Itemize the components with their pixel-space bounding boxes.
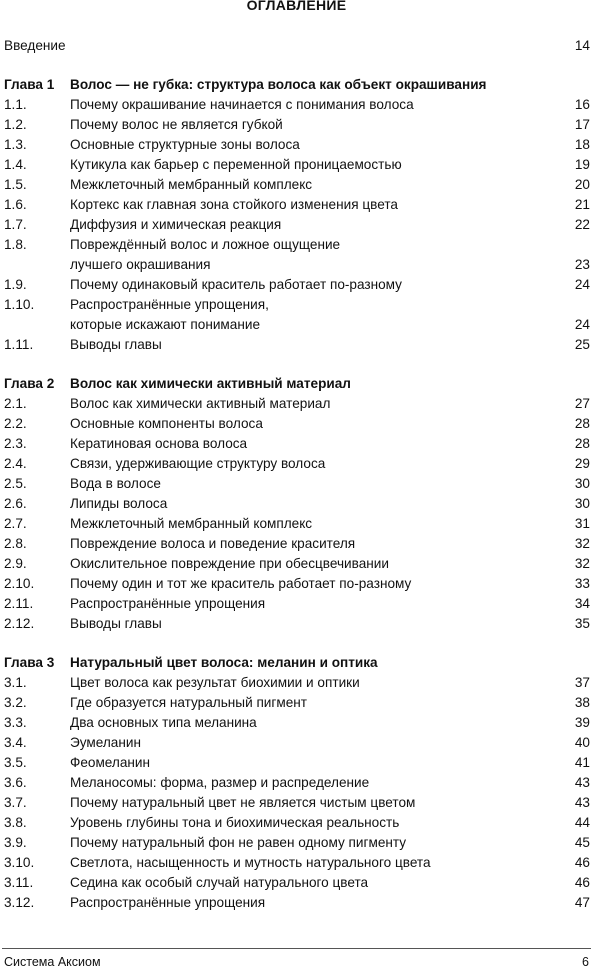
toc-entry-page: 17	[574, 117, 590, 132]
toc-entry-page: 34	[574, 596, 590, 611]
toc-entry-number: 3.8.	[4, 815, 27, 830]
toc-entry-number: 2.1.	[4, 396, 27, 411]
toc-entry-number: 2.2.	[4, 416, 27, 431]
toc-chapter-heading[interactable]	[4, 374, 590, 394]
toc-entry-title: Основные структурные зоны волоса	[70, 137, 300, 152]
toc-entry[interactable]	[4, 175, 590, 195]
toc-entry-number: 3.9.	[4, 835, 27, 850]
footer-title: Система Аксиом	[4, 955, 101, 969]
toc-entry-title: Основные компоненты волоса	[70, 416, 263, 431]
toc-entry[interactable]	[4, 833, 590, 853]
chapter-label: Глава 1	[4, 77, 55, 92]
toc-entry[interactable]	[4, 494, 590, 514]
toc-intro-text: Введение	[4, 38, 66, 53]
toc-entry-title: Почему одинаковый краситель работает по-разному	[70, 277, 402, 292]
toc-entry-page: 28	[574, 436, 590, 451]
toc-entry-page: 21	[574, 197, 590, 212]
toc-entry-title-continued: лучшего окрашивания	[70, 257, 211, 272]
toc-entry-title: Почему один и тот же краситель работает по-разному	[70, 576, 412, 591]
toc-entry-title: Выводы главы	[70, 337, 162, 352]
toc-entry[interactable]	[4, 614, 590, 634]
toc-entry[interactable]	[4, 414, 590, 434]
toc-entry-number: 3.6.	[4, 775, 27, 790]
toc-entry[interactable]	[4, 673, 590, 693]
toc-entry-number: 2.3.	[4, 436, 27, 451]
toc-intro-row[interactable]	[4, 36, 590, 56]
toc-entry-page: 29	[574, 456, 590, 471]
toc-entry[interactable]	[4, 534, 590, 554]
toc-entry[interactable]	[4, 195, 590, 215]
toc-entry-title: Почему волос не является губкой	[70, 117, 283, 132]
toc-entry-title: Почему натуральный цвет не является чистым цветом	[70, 795, 416, 810]
toc-entry-page: 30	[574, 476, 590, 491]
footer-divider	[2, 948, 591, 949]
toc-entry-number: 2.4.	[4, 456, 27, 471]
toc-entry-number: 2.9.	[4, 556, 27, 571]
footer-page-number: 6	[582, 955, 589, 969]
toc-entry-number: 3.7.	[4, 795, 27, 810]
toc-entry-page: 24	[574, 317, 590, 332]
toc-entry[interactable]	[4, 753, 590, 773]
toc-entry[interactable]	[4, 793, 590, 813]
toc-entry-page: 20	[574, 177, 590, 192]
toc-entry[interactable]	[4, 394, 590, 414]
toc-entry-title: Межклеточный мембранный комплекс	[70, 177, 313, 192]
table-of-contents	[4, 36, 590, 913]
toc-entry-page: 24	[574, 277, 590, 292]
toc-entry-title: Где образуется натуральный пигмент	[70, 695, 308, 710]
toc-entry-page: 30	[574, 496, 590, 511]
toc-entry-page: 33	[574, 576, 590, 591]
toc-entry-page: 38	[574, 695, 590, 710]
toc-entry-title: Почему окрашивание начинается с понимания волоса	[70, 97, 414, 112]
toc-entry-title: Меланосомы: форма, размер и распределение	[70, 775, 370, 790]
toc-entry-number: 1.11.	[4, 337, 34, 352]
toc-entry-number: 1.7.	[4, 217, 27, 232]
toc-entry-page: 47	[574, 895, 590, 910]
toc-chapter-heading[interactable]	[4, 75, 590, 95]
toc-entry-number: 1.10.	[4, 297, 35, 312]
toc-entry-title: Эумеланин	[70, 735, 141, 750]
toc-entry-page: 16	[574, 97, 590, 112]
toc-entry-page: 46	[574, 875, 590, 890]
toc-chapter-heading[interactable]	[4, 653, 590, 673]
toc-entry[interactable]	[4, 434, 590, 454]
page-title: ОГЛАВЛЕНИЕ	[246, 0, 347, 13]
toc-entry-title: Уровень глубины тона и биохимическая реальность	[70, 815, 400, 830]
toc-entry-title: Светлота, насыщенность и мутность натурального цвета	[70, 855, 431, 870]
toc-entry-number: 1.5.	[4, 177, 27, 192]
toc-entry-title: Кортекс как главная зона стойкого изменения цвета	[70, 197, 398, 212]
toc-entry-page: 22	[574, 217, 590, 232]
chapter-label: Глава 3	[4, 655, 55, 670]
chapter-title: Волос — не губка: структура волоса как объект окрашивания	[70, 77, 487, 92]
toc-entry-title: Распространённые упрощения,	[70, 297, 269, 312]
toc-entry-page: 45	[574, 835, 590, 850]
toc-entry[interactable]	[4, 295, 590, 315]
toc-entry-page: 28	[574, 416, 590, 431]
toc-entry-continuation[interactable]	[4, 315, 590, 335]
toc-entry[interactable]	[4, 594, 590, 614]
toc-entry-number: 1.3.	[4, 137, 27, 152]
toc-entry-page: 46	[574, 855, 590, 870]
toc-entry-number: 1.9.	[4, 277, 27, 292]
toc-entry[interactable]	[4, 335, 590, 355]
toc-entry-number: 3.2.	[4, 695, 27, 710]
toc-entry-number: 3.11.	[4, 875, 34, 890]
toc-entry-page: 27	[574, 396, 590, 411]
toc-entry-page: 37	[574, 675, 590, 690]
toc-entry-title: Феомеланин	[70, 755, 151, 770]
toc-entry[interactable]	[4, 554, 590, 574]
toc-entry[interactable]	[4, 693, 590, 713]
toc-entry-title: Связи, удерживающие структуру волоса	[70, 456, 326, 471]
toc-entry-number: 1.1.	[4, 97, 27, 112]
toc-entry[interactable]	[4, 893, 590, 913]
toc-entry-title: Липиды волоса	[70, 496, 168, 511]
toc-entry-number: 2.8.	[4, 536, 27, 551]
toc-intro-page: 14	[574, 38, 590, 53]
toc-entry-title: Диффузия и химическая реакция	[70, 217, 282, 232]
toc-entry-page: 32	[574, 556, 590, 571]
toc-entry-title: Кератиновая основа волоса	[70, 436, 248, 451]
toc-entry-page: 18	[574, 137, 590, 152]
toc-entry-page: 32	[574, 536, 590, 551]
toc-entry[interactable]	[4, 275, 590, 295]
toc-entry[interactable]	[4, 813, 590, 833]
toc-entry[interactable]	[4, 474, 590, 494]
toc-entry-number: 1.8.	[4, 237, 27, 252]
toc-entry[interactable]	[4, 713, 590, 733]
toc-entry-title: Межклеточный мембранный комплекс	[70, 516, 313, 531]
toc-entry-title: Два основных типа меланина	[70, 715, 257, 730]
toc-entry[interactable]	[4, 215, 590, 235]
chapter-title: Натуральный цвет волоса: меланин и оптика	[70, 655, 378, 670]
toc-entry-number: 3.1.	[4, 675, 27, 690]
toc-entry-page: 31	[574, 516, 590, 531]
toc-entry[interactable]	[4, 454, 590, 474]
toc-entry-page: 40	[574, 735, 590, 750]
toc-entry-number: 1.6.	[4, 197, 27, 212]
toc-entry-number: 2.7.	[4, 516, 27, 531]
toc-entry[interactable]	[4, 873, 590, 893]
toc-entry-number: 3.5.	[4, 755, 27, 770]
toc-entry-page: 39	[574, 715, 590, 730]
toc-entry-title-continued: которые искажают понимание	[70, 317, 261, 332]
toc-entry-page: 19	[574, 157, 590, 172]
toc-entry[interactable]	[4, 853, 590, 873]
chapter-label: Глава 2	[4, 376, 55, 391]
toc-entry[interactable]	[4, 574, 590, 594]
toc-entry[interactable]	[4, 135, 590, 155]
toc-entry-number: 2.10.	[4, 576, 35, 591]
toc-entry-title: Волос как химически активный материал	[70, 396, 331, 411]
toc-entry-number: 3.12.	[4, 895, 35, 910]
toc-entry-title: Кутикула как барьер с переменной проницаемостью	[70, 157, 402, 172]
toc-entry-page: 23	[574, 257, 590, 272]
toc-entry-title: Выводы главы	[70, 616, 162, 631]
toc-entry-title: Цвет волоса как результат биохимии и оптики	[70, 675, 360, 690]
toc-entry-page: 25	[574, 337, 590, 352]
toc-entry-title: Почему натуральный фон не равен одному пигменту	[70, 835, 407, 850]
toc-entry-number: 3.3.	[4, 715, 27, 730]
toc-entry-number: 3.10.	[4, 855, 35, 870]
toc-entry[interactable]	[4, 115, 590, 135]
toc-entry-number: 2.5.	[4, 476, 27, 491]
toc-entry[interactable]	[4, 235, 590, 255]
toc-entry-title: Повреждённый волос и ложное ощущение	[70, 237, 341, 252]
toc-entry-title: Окислительное повреждение при обесцвечивании	[70, 556, 389, 571]
toc-entry-page: 43	[574, 775, 590, 790]
toc-entry-number: 2.12.	[4, 616, 35, 631]
toc-entry-number: 1.4.	[4, 157, 27, 172]
toc-entry[interactable]	[4, 514, 590, 534]
toc-entry[interactable]	[4, 95, 590, 115]
toc-entry-number: 2.11.	[4, 596, 34, 611]
toc-entry-title: Седина как особый случай натурального цвета	[70, 875, 369, 890]
toc-entry[interactable]	[4, 773, 590, 793]
toc-entry-number: 3.4.	[4, 735, 27, 750]
toc-entry-title: Повреждение волоса и поведение красителя	[70, 536, 356, 551]
toc-entry-page: 35	[574, 616, 590, 631]
toc-entry-page: 44	[574, 815, 590, 830]
toc-entry[interactable]	[4, 155, 590, 175]
toc-entry[interactable]	[4, 733, 590, 753]
toc-entry-title: Распространённые упрощения	[70, 895, 266, 910]
toc-entry-continuation[interactable]	[4, 255, 590, 275]
toc-entry-number: 2.6.	[4, 496, 27, 511]
toc-entry-title: Вода в волосе	[70, 476, 161, 491]
toc-entry-page: 43	[574, 795, 590, 810]
toc-entry-number: 1.2.	[4, 117, 27, 132]
toc-entry-page: 41	[574, 755, 590, 770]
chapter-title: Волос как химически активный материал	[70, 376, 351, 391]
toc-entry-title: Распространённые упрощения	[70, 596, 266, 611]
